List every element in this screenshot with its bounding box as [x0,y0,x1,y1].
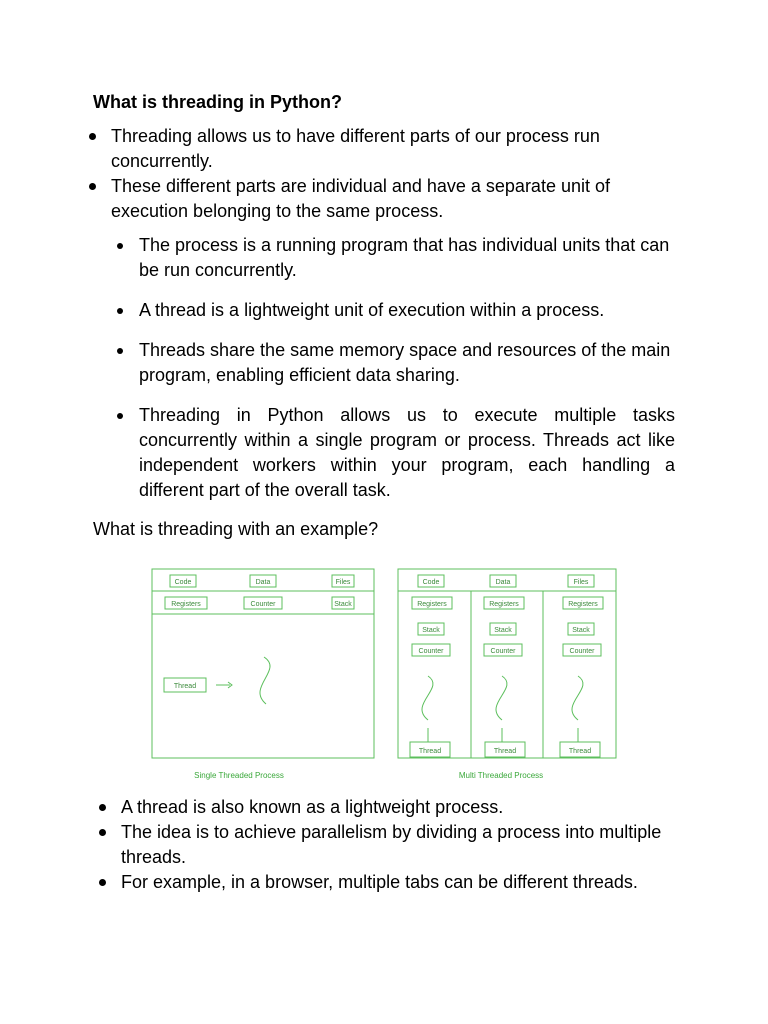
list-item-text: For example, in a browser, multiple tabs can be different threads. [121,872,638,892]
bullet-icon [89,133,96,140]
thread-squiggle [496,676,507,720]
label-registers: Registers [568,601,598,608]
label-counter: Counter [250,601,276,608]
threading-diagram [146,562,622,784]
list-item [121,820,681,870]
bullet-icon [117,348,123,354]
page-heading: What is threading in Python? [93,92,342,112]
label-thread: Thread [493,748,517,755]
bullet-icon [117,243,123,249]
list-item [111,174,681,224]
label-thread: Thread [418,748,442,755]
list-item [139,338,675,388]
threading-diagram-svg [146,562,622,784]
list-item [111,124,681,174]
label-counter: Counter [490,648,516,655]
label-registers: Registers [417,601,447,608]
detail-bullet-list [139,233,675,518]
list-item [139,403,675,503]
list-item [139,233,675,283]
label-data: Data [255,579,271,586]
list-item-text: Threading allows us to have different parts of our process run concurrently. [111,126,600,171]
label-registers: Registers [489,601,519,608]
thread-squiggle [260,657,270,704]
list-item-text: Threads share the same memory space and resources of the main program, enabling efficient data sharing. [139,340,671,385]
list-item-text: Threading in Python allows us to execute multiple tasks concurrently within a single program or process. Threads act like independent workers within your program, each handling a different part of the overall task. [139,405,675,500]
label-files: Files [573,579,589,586]
label-data: Data [495,579,511,586]
thread-squiggle [422,676,433,720]
list-item-text: These different parts are individual and have a separate unit of execution belonging to the same process. [111,176,610,221]
bullet-icon [117,413,123,419]
list-item-text: The idea is to achieve parallelism by dividing a process into multiple threads. [121,822,662,867]
caption-multi: Multi Threaded Process [458,771,544,780]
bullet-icon [99,804,106,811]
label-stack: Stack [572,627,590,634]
label-thread: Thread [568,748,592,755]
label-files: Files [335,579,351,586]
label-counter: Counter [418,648,444,655]
example-subheading: What is threading with an example? [93,519,379,539]
list-item-text: A thread is a lightweight unit of execution within a process. [139,300,605,320]
label-counter: Counter [569,648,595,655]
bullet-icon [89,183,96,190]
list-item-text: A thread is also known as a lightweight process. [121,797,504,817]
label-registers: Registers [171,601,201,608]
label-stack: Stack [494,627,512,634]
label-code: Code [174,579,192,586]
list-item-text: The process is a running program that has individual units that can be run concurrently. [139,235,670,280]
label-stack: Stack [422,627,440,634]
bullet-icon [99,879,106,886]
caption-single: Single Threaded Process [194,771,284,780]
list-item [121,795,681,820]
label-code: Code [422,579,440,586]
thread-squiggle [572,676,583,720]
label-stack: Stack [334,601,352,608]
bullet-icon [99,829,106,836]
intro-bullet-list [111,124,681,224]
list-item [139,298,675,323]
bullet-icon [117,308,123,314]
list-item [121,870,681,895]
outro-bullet-list [121,795,681,895]
label-thread: Thread [173,683,197,690]
